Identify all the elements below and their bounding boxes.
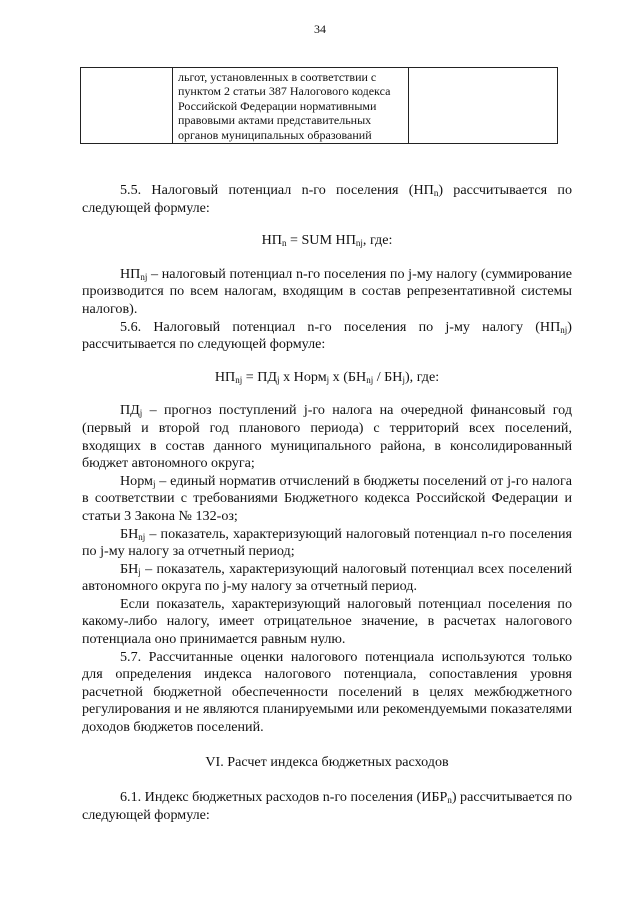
carried-over-table: [80, 67, 558, 144]
paragraph-6-1: 6.1. Индекс бюджетных расходов n-го поселения $(ИБР_n)$ рассчитывается по следующей формуле:: [82, 789, 572, 823]
page-number: 34: [314, 22, 326, 36]
section-6-heading: VI. Расчет индекса бюджетных расходов: [205, 753, 449, 770]
table-row: [81, 68, 558, 144]
paragraph-5-7: 5.7. Рассчитанные оценки налогового потенциала используются только для определения индекса налогового потенциала, сопоставления уровня расчетной бюджетной обеспеченности поселений в целях межбюджетного регулирования и не являются планируемыми или рекомендуемыми показателями доходов бюджетов поселений.: [82, 648, 572, 736]
paragraph-negative-rule: Если показатель, характеризующий налоговый потенциал поселения по какому-либо налогу, имеет отрицательное значение, в расчетах налогового потенциала оно принимается равным нулю.: [82, 595, 572, 648]
table-cell-empty-left: [81, 68, 173, 144]
definition-np-nj: $НП_{nj}$ – налоговый потенциал n-го поселения по j-му налогу (суммирование производится по всем налогам, входящим в состав репрезентативной системы налогов).: [82, 265, 572, 317]
definition-bn-nj: $БН_{nj}$ – показатель, характеризующий налоговый потенциал n-го поселения по j-му налогу за отчетный период;: [82, 525, 572, 560]
table-cell-empty-right: [409, 68, 558, 144]
paragraph-5-5: 5.5. Налоговый потенциал n-го поселения $(НП_n)$ рассчитывается по следующей формуле:: [82, 182, 572, 216]
document-body: [82, 182, 572, 824]
formula-np-nj: $НП_{nj} = ПД_j$ х Норм$_j$ х $(БН_{nj} / БН_j)$, где:: [214, 368, 440, 385]
definition-bn-j: $БН_j$ – показатель, характеризующий налоговый потенциал всех поселений автономного округа по j-му налогу за отчетный период.: [82, 560, 572, 595]
definition-norm-j: Норм$_j$ – единый норматив отчислений в бюджеты поселений от j-го налога в соответствии с требованиями Бюджетного кодекса Российской Федерации и статьи 3 Закона № 132-оз;: [82, 472, 572, 524]
table-cell-text: льгот, установленных в соответствии с пунктом 2 статьи 387 Налогового кодекса Российской Федерации нормативными правовыми актами представительных органов муниципальных образований: [173, 68, 409, 144]
definition-pd-j: $ПД_j$ – прогноз поступлений j-го налога на очередной финансовый год (первый и второй год планового периода) с территорий всех поселений, входящих в состав данного муниципального района, в консолидированный бюджет автономного округа;: [82, 402, 572, 472]
paragraph-5-6: 5.6. Налоговый потенциал n-го поселения по j-му налогу $(НП_{nj})$ рассчитывается по следующей формуле:: [82, 318, 572, 353]
formula-np-n: $НП_n$ = SUM $НП_{nj}$, где:: [261, 232, 393, 249]
